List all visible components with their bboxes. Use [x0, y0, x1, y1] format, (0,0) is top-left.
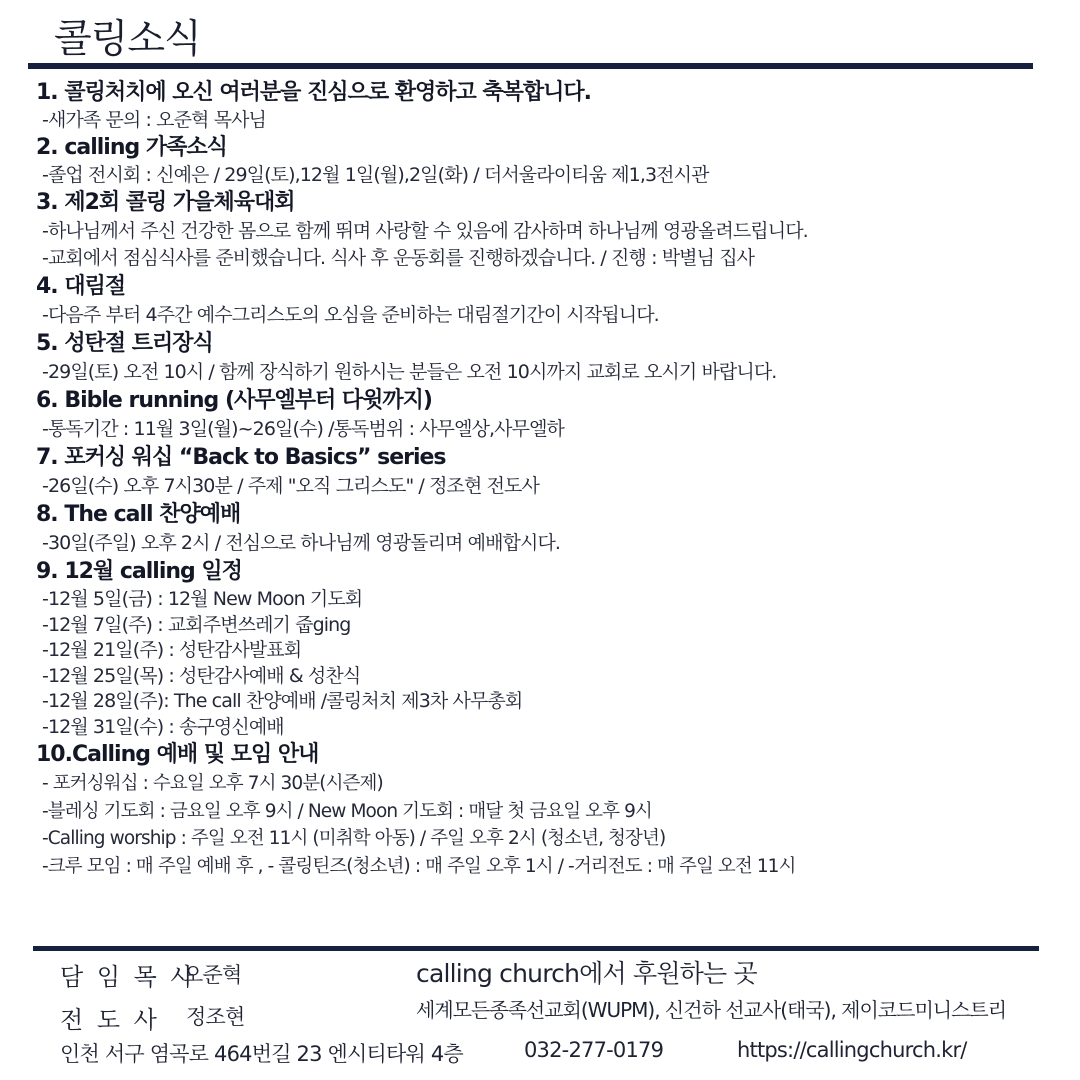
news-section	[36, 740, 1066, 880]
section-title: 8. The call 찬양예배	[36, 502, 241, 527]
church-address: 인천 서구 염곡로 464번길 23 엔시티타워 4층	[60, 1042, 463, 1066]
section-title: 5. 성탄절 트리장식	[36, 331, 213, 356]
section-title: 9. 12월 calling 일정	[36, 559, 242, 584]
pastor-name: 오준혁	[183, 963, 242, 987]
section-title: 10.Calling 예배 및 모임 안내	[36, 742, 319, 767]
top-divider	[28, 63, 1033, 69]
section-item: -크루 모임 : 매 주일 예배 후 , - 콜링틴즈(청소년) : 매 주일 오후 1시 / -거리전도 : 매 주일 오전 11시	[42, 855, 796, 877]
section-item: -26일(수) 오후 7시30분 / 주제 "오직 그리스도" / 정조현 전도사	[42, 475, 539, 497]
news-section	[36, 386, 1066, 443]
news-section	[36, 272, 1066, 329]
news-section	[36, 500, 1066, 557]
section-title: 1. 콜링처치에 오신 여러분을 진심으로 환영하고 축복합니다.	[36, 80, 592, 105]
section-item: -졸업 전시회 : 신예은 / 29일(토),12월 1일(월),2일(화) / 더서울라이티움 제1,3전시관	[42, 164, 709, 186]
pastor-role: 담 임 목 사	[60, 963, 197, 991]
evangelist-name: 정조현	[186, 1005, 245, 1029]
news-section	[36, 557, 1066, 740]
news-section	[36, 188, 1066, 272]
section-item: -Calling worship : 주일 오전 11시 (미취학 아동) / 주일 오후 2시 (청소년, 청장년)	[42, 828, 666, 849]
news-section	[36, 78, 1066, 133]
section-title: 6. Bible running (사무엘부터 다윗까지)	[36, 388, 432, 413]
section-item: -12월 28일(주): The call 찬양예배 /콜링처치 제3차 사무총회	[42, 690, 523, 712]
news-section	[36, 329, 1066, 386]
support-partners: 세계모든종족선교회(WUPM), 신건하 선교사(태국), 제이코드미니스트리	[416, 998, 1007, 1022]
section-item: -12월 31일(수) : 송구영신예배	[42, 715, 284, 738]
section-item: -새가족 문의 : 오준혁 목사님	[42, 109, 267, 131]
section-item: -하나님께서 주신 건강한 몸으로 함께 뛰며 사랑할 수 있음에 감사하며 하나님께 영광올려드립니다.	[42, 220, 808, 242]
section-item: -12월 5일(금) : 12월 New Moon 기도회	[42, 588, 363, 610]
section-item: - 포커싱워십 : 수요일 오후 7시 30분(시즌제)	[42, 773, 383, 794]
section-title: 3. 제2회 콜링 가을체육대회	[36, 190, 295, 215]
section-item: -다음주 부터 4주간 예수그리스도의 오심을 준비하는 대림절기간이 시작됩니다.	[42, 304, 659, 326]
page-title: 콜링소식	[54, 17, 201, 62]
church-website-link[interactable]: https://callingchurch.kr/	[737, 1038, 967, 1062]
section-item: -블레싱 기도회 : 금요일 오후 9시 / New Moon 기도회 : 매달 첫 금요일 오후 9시	[42, 800, 652, 822]
news-list	[36, 78, 1066, 880]
evangelist-role: 전 도 사	[60, 1006, 160, 1034]
section-item: -12월 7일(주) : 교회주변쓰레기 줍ging	[42, 613, 351, 636]
news-section	[36, 133, 1066, 188]
section-item: -30일(주일) 오후 2시 / 전심으로 하나님께 영광돌리며 예배합시다.	[42, 532, 561, 554]
section-title: 7. 포커싱 워십 “Back to Basics” series	[36, 445, 446, 470]
footer	[0, 951, 1080, 1080]
section-title: 2. calling 가족소식	[36, 135, 227, 160]
section-item: -29일(토) 오전 10시 / 함께 장식하기 원하시는 분들은 오전 10시까지 교회로 오시기 바랍니다.	[42, 361, 777, 383]
section-item: -12월 25일(목) : 성탄감사예배 & 성찬식	[42, 664, 361, 687]
section-item: -교회에서 점심식사를 준비했습니다. 식사 후 운동회를 진행하겠습니다. / 진행 : 박별님 집사	[42, 247, 755, 269]
church-phone: 032-277-0179	[524, 1038, 664, 1062]
section-item: -12월 21일(주) : 성탄감사발표회	[42, 639, 302, 661]
section-item: -통독기간 : 11월 3일(월)~26일(수) /통독범위 : 사무엘상,사무엘하	[42, 418, 564, 440]
section-title: 4. 대림절	[36, 274, 126, 299]
support-headline: calling church에서 후원하는 곳	[416, 959, 757, 988]
news-section	[36, 443, 1066, 500]
